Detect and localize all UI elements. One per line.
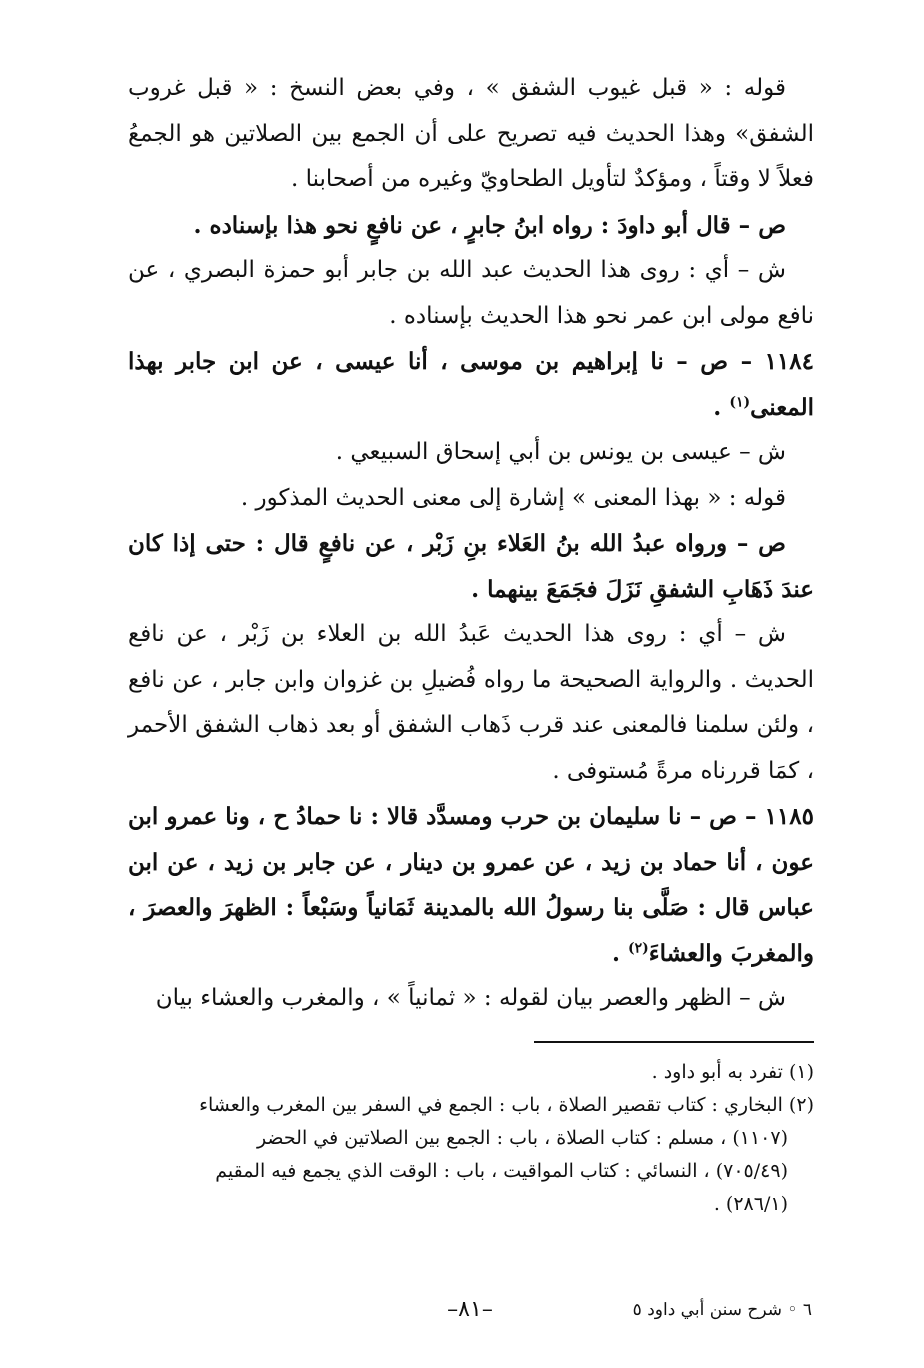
hadith-1184	[128, 339, 814, 430]
page-number: –٨١–	[447, 1297, 493, 1322]
hadith-1185	[128, 794, 814, 976]
paragraph-text: ش – عيسى بن يونس بن أبي إسحاق السبيعي .	[335, 439, 786, 465]
paragraph-text: ش – الظهر والعصر بيان لقوله : « ثمانياً » ، والمغرب والعشاء بيان	[155, 985, 786, 1011]
footnote-divider	[534, 1041, 814, 1043]
footnote-2-cont: (١١٠٧) ، مسلم : كتاب الصلاة ، باب : الجمع بين الصلاتين في الحضر	[256, 1127, 788, 1149]
footnote-2-cont: (٢٨٦/١) .	[713, 1193, 788, 1215]
commentary-paragraph	[128, 66, 814, 203]
footnotes	[128, 1056, 814, 1221]
paragraph-tail: .	[713, 393, 730, 421]
footnote-ref-1: (١)	[729, 393, 751, 410]
paragraph-text: ١١٨٥ – ص – نا سليمان بن حرب ومسدَّد قالا : نا حمادُ ح ، ونا عمرو ابن عون ، أنا حماد بن زيد ، عن عمرو بن دينار ، عن جابر بن زيد ، عن ابن عباس قال : صَلَّى بنا رسولُ الله بالمدينة ثَمَانياً وسَبْعاً : الظهرَ والعصرَ ، والمغربَ والعشاءَ	[128, 803, 814, 967]
page-footer	[0, 1290, 924, 1330]
commentary-paragraph	[128, 430, 814, 476]
main-text	[128, 66, 814, 1022]
footnote-ref-2: (٢)	[628, 939, 649, 956]
printer-signature: ٦ ◦ شرح سنن أبي داود ٥	[632, 1300, 812, 1320]
paragraph-tail: .	[612, 939, 629, 967]
paragraph-text: ش – أي : روى هذا الحديث عبد الله بن جابر أبو حمزة البصري ، عن نافع مولى ابن عمر نحو هذا الحديث بإسناده .	[128, 257, 814, 329]
footnote-2-cont: (٧٠٥/٤٩) ، النسائي : كتاب المواقيت ، باب : الوقت الذي يجمع فيه المقيم	[215, 1160, 788, 1182]
paragraph-text: قوله : « بهذا المعنى » إشارة إلى معنى الحديث المذكور .	[240, 484, 786, 511]
paragraph-text: ١١٨٤ – ص – نا إبراهيم بن موسى ، أنا عيسى ، عن ابن جابر بهذا المعنى	[128, 348, 814, 421]
hadith-text	[128, 203, 814, 249]
paragraph-text: ش – أي : روى هذا الحديث عَبدُ الله بن العلاء بن زَبْر ، عن نافع الحديث . والرواية الصحيحة ما رواه فُضيلِ بن غزوان وابن جابر ، عن نافع ، ولئن سلمنا فالمعنى عند قرب ذَهاب الشفق أو بعد ذهاب الشفق الأحمر ، كمَا قررناه مرةً مُستوفى .	[128, 621, 814, 784]
commentary-paragraph	[128, 612, 814, 794]
hadith-text	[128, 521, 814, 612]
footnote-1: (١) تفرد به أبو داود .	[651, 1061, 814, 1083]
commentary-paragraph	[128, 476, 814, 522]
paragraph-text: ص – قال أبو داودَ : رواه ابنُ جابرٍ ، عن نافعٍ نحو هذا بإسناده .	[193, 211, 786, 239]
commentary-paragraph	[128, 248, 814, 339]
commentary-paragraph	[128, 976, 814, 1022]
footnote-2: (٢) البخاري : كتاب تقصير الصلاة ، باب : الجمع في السفر بين المغرب والعشاء	[199, 1094, 814, 1116]
paragraph-text: قوله : « قبل غيوب الشفق » ، وفي بعض النسخ : « قبل غروب الشفق» وهذا الحديث فيه تصريح على أن الجمع بين الصلاتين هو الجمعُ فعلاً لا وقتاً ، ومؤكدٌ لتأويل الطحاويّ وغيره من أصحابنا .	[128, 75, 814, 192]
paragraph-text: ص – ورواه عبدُ الله بنُ العَلاء بنِ زَبْر ، عن نافعٍ قال : حتى إذا كان عندَ ذَهَابِ الشفقِ نَزَلَ فجَمَعَ بينهما .	[128, 530, 814, 603]
